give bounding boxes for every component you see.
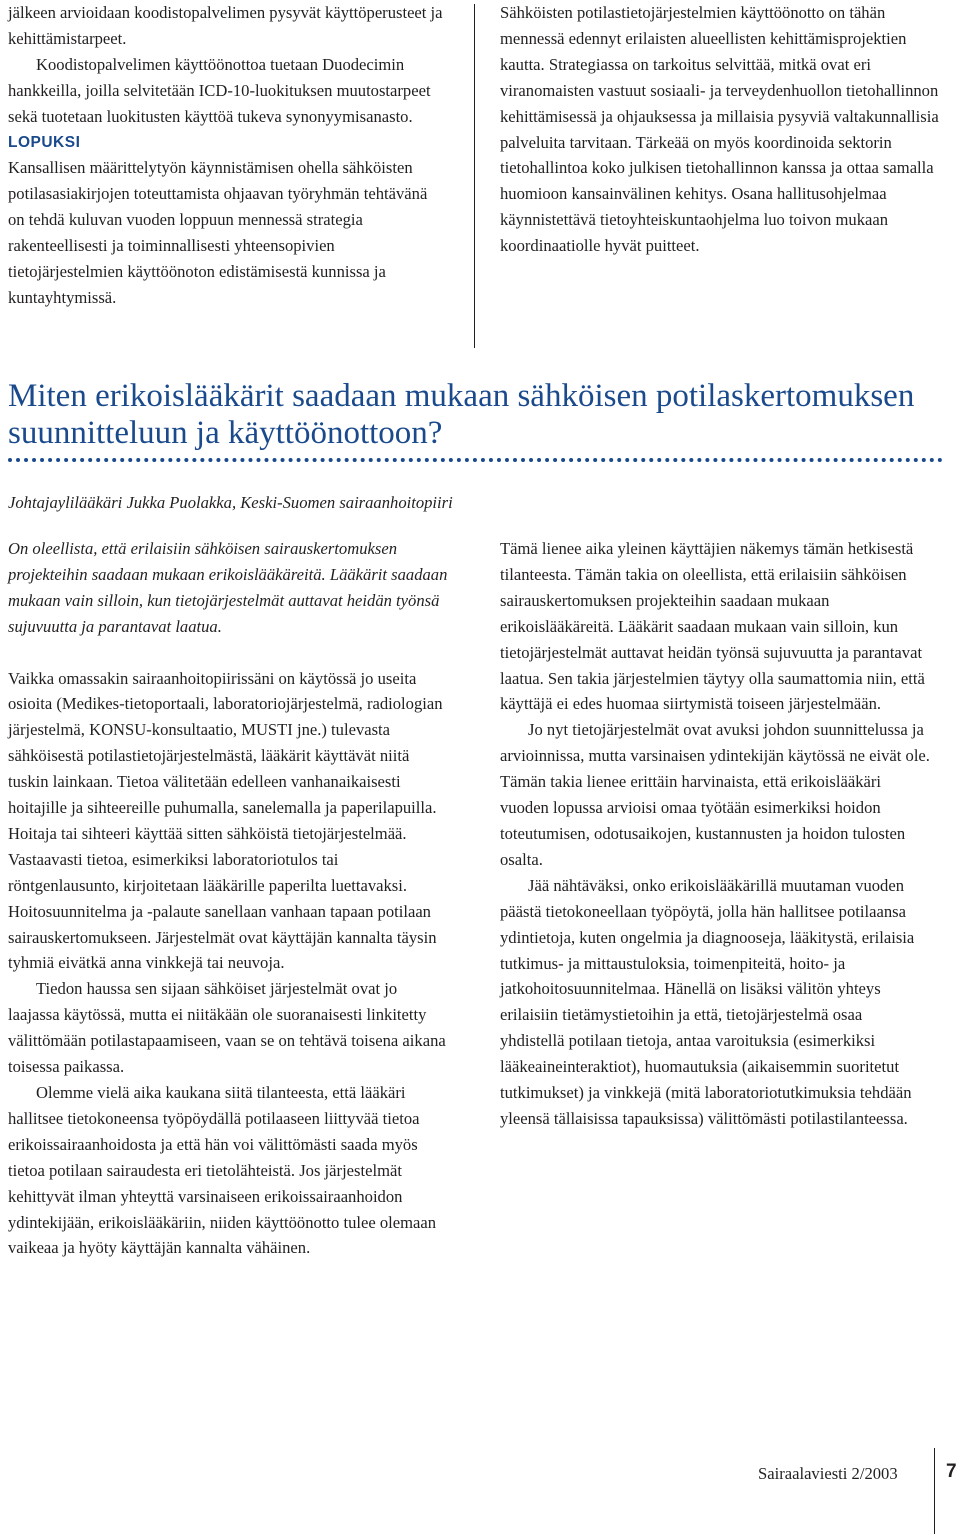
article-lead: On oleellista, että erilaisiin sähköisen sairauskertomuksen projekteihin saadaan mukaan erikoislääkäreitä. Lääkärit saadaan mukaan vain silloin, kun tietojärjestelmät auttavat heidän työnsä sujuvuutta ja parantavat laatua. [8, 539, 448, 636]
page-number: 7 [946, 1461, 957, 1482]
body-paragraph: Tiedon haussa sen sijaan sähköiset järjestelmät ovat jo laajassa käytössä, mutta ei niitäkään ole suoranaisesti linkitetty välittömään potilastapaamiseen, vaan se on tehtävä toisena aikana toisessa paikassa. [8, 979, 446, 1077]
footer-journal-name: Sairaalaviesti 2/2003 [758, 1464, 898, 1483]
section-heading-lopuksi: LOPUKSI [8, 133, 81, 151]
footer-divider [934, 1448, 935, 1534]
body-paragraph: Jo nyt tietojärjestelmät ovat avuksi johdon suunnittelussa ja arvioinnissa, mutta varsinaisen ydintekijän käytössä ne eivät ole. Tämän takia lienee erittäin harvinaista, että erikoislääkäri vuoden lopussa arvioisi omaa työtään esimerkiksi hoidon toteutumisen, odotusaikojen, kustannusten ja hoidon tulosten osalta. [500, 720, 930, 869]
body-paragraph: Kansallisen määrittelytyön käynnistämisen ohella sähköisten potilasasiakirjojen toteuttamista ohjaavan työryhmän tehtävänä on tehdä kuluvan vuoden loppuun mennessä strategia rakenteellisesti ja toiminnallisesti yhteensopivien tietojärjestelmien käyttöönoton edistämisestä kunnissa ja kuntayhtymissä. [8, 158, 428, 307]
article-column-right [500, 536, 930, 1132]
body-paragraph: Sähköisten potilastietojärjestelmien käyttöönotto on tähän mennessä edennyt erilaisten alueellisten kehittämisprojektien kautta. Strategiassa on tarkoitus selvittää, mitkä ovat eri viranomaisten vastuut sosiaali- ja terveydenhuollon tietohallinnon kehittämisessä ja ohjauksessa ja millaisia pysyviä valtakunnallisia palveluita tarvitaan. Tärkeää on myös koordinoida sektorin tietohallintoa koko julkisen tietohallinnon kanssa ja ottaa samalla huomioon kansainvälinen kehitys. Osana hallitusohjelmaa käynnistettävä tietoyhteiskuntaohjelma luo toivon mukaan koordinaatiolle hyvät puitteet. [500, 3, 939, 256]
body-paragraph: Jää nähtäväksi, onko erikoislääkärillä muutaman vuoden päästä tietokoneellaan työpöytä, jolla hän hallitsee potilaansa ydintietoja, kuten ongelmia ja diagnooseja, lääkitystä, erilaisia tutkimus- ja mittaustuloksia, toimenpiteitä, hoito- ja jatkohoitosuunnitelmaa. Hänellä on lisäksi välitön yhteys erilaisiin tietämystietoihin ja että, tietojärjestelmä osaa yhdistellä potilaan tietoja, antaa varoituksia (esimerkiksi lääkeaineinteraktiot), huomautuksia (aikaisemmin suoritetut tutkimukset) ja vinkkejä (mitä laboratoriotutkimuksia tehdään yleensä tällaisissa tapauksissa) välittömästi potilastilanteessa. [500, 875, 915, 1128]
article-title: Miten erikoislääkärit saadaan mukaan sähköisen potilaskertomuksen suunnitteluun ja käyttöönottoon? [8, 378, 915, 451]
body-paragraph: Vaikka omassakin sairaanhoitopiirissäni on käytössä jo useita osioita (Medikes-tietoportaali, laboratoriojärjestelmä, radiologian järjestelmä, KONSU-konsultaatio, MUSTI jne.) tulevasta sähköisestä potilastietojärjestelmästä, lääkärit käyttävät niitä tuskin lainkaan. Tietoa välitetään edelleen vanhanaikaisesti hoitajille ja sihteereille puhumalla, sanelemalla ja paperilapuilla. Hoitaja tai sihteeri käyttää sitten sähköistä tietojärjestelmää. Vastaavasti tietoa, esimerkiksi laboratoriotulos tai röntgenlausunto, kirjoitetaan lääkärille paperilta luettavaksi. Hoitosuunnitelma ja -palaute sanellaan vanhaan tapaan potilaan sairauskertomukseen. Järjestelmät ovat käyttäjän kannalta täysin tyhmiä eivätkä anna vinkkejä tai neuvoja. [8, 668, 443, 973]
body-paragraph: Olemme vielä aika kaukana siitä tilanteesta, että lääkäri hallitsee tietokoneensa työpöydällä potilaaseen liittyvää tietoa erikoissairaanhoidosta ja että hän voi välittömästi saada myös tietoa potilaan sairaudesta eri tietolähteistä. Jos järjestelmät kehittyvät ilman yhteyttä varsinaiseen erikoissairaanhoidon ydintekijään, erikoislääkäriin, niiden käyttöönotto tulee olemaan vaikeaa ja hyöty käyttäjän kannalta vähäinen. [8, 1083, 437, 1258]
column-divider [474, 4, 475, 348]
article-column-left [8, 536, 448, 1261]
previous-article-column-left [8, 0, 448, 311]
dotted-divider [8, 458, 943, 462]
article-byline: Johtajaylilääkäri Jukka Puolakka, Keski-Suomen sairaanhoitopiiri [8, 493, 453, 512]
body-paragraph: Koodistopalvelimen käyttöönottoa tuetaan Duodecimin hankkeilla, joilla selvitetään ICD-10-luokituksen muutostarpeet sekä tuotetaan luokitusten käyttöä tukeva synonyymisanasto. [8, 54, 431, 126]
body-paragraph: jälkeen arvioidaan koodistopalvelimen pysyvät käyttöperusteet ja kehittämistarpeet. [8, 3, 443, 48]
body-paragraph: Tämä lienee aika yleinen käyttäjien näkemys tämän hetkisestä tilanteesta. Tämän takia on oleellista, että erilaisiin sähköisen sairauskertomuksen projekteihin saadaan mukaan erikoislääkäreitä. Lääkärit saadaan mukaan vain silloin, kun tietojärjestelmät auttavat heidän työnsä sujuvuutta ja parantavat laatua. Sen takia järjestelmien täytyy olla saumattomia niin, että käyttäjä ei edes huomaa siirtymistä toiseen järjestelmään. [500, 539, 925, 714]
previous-article-column-right [500, 0, 942, 259]
